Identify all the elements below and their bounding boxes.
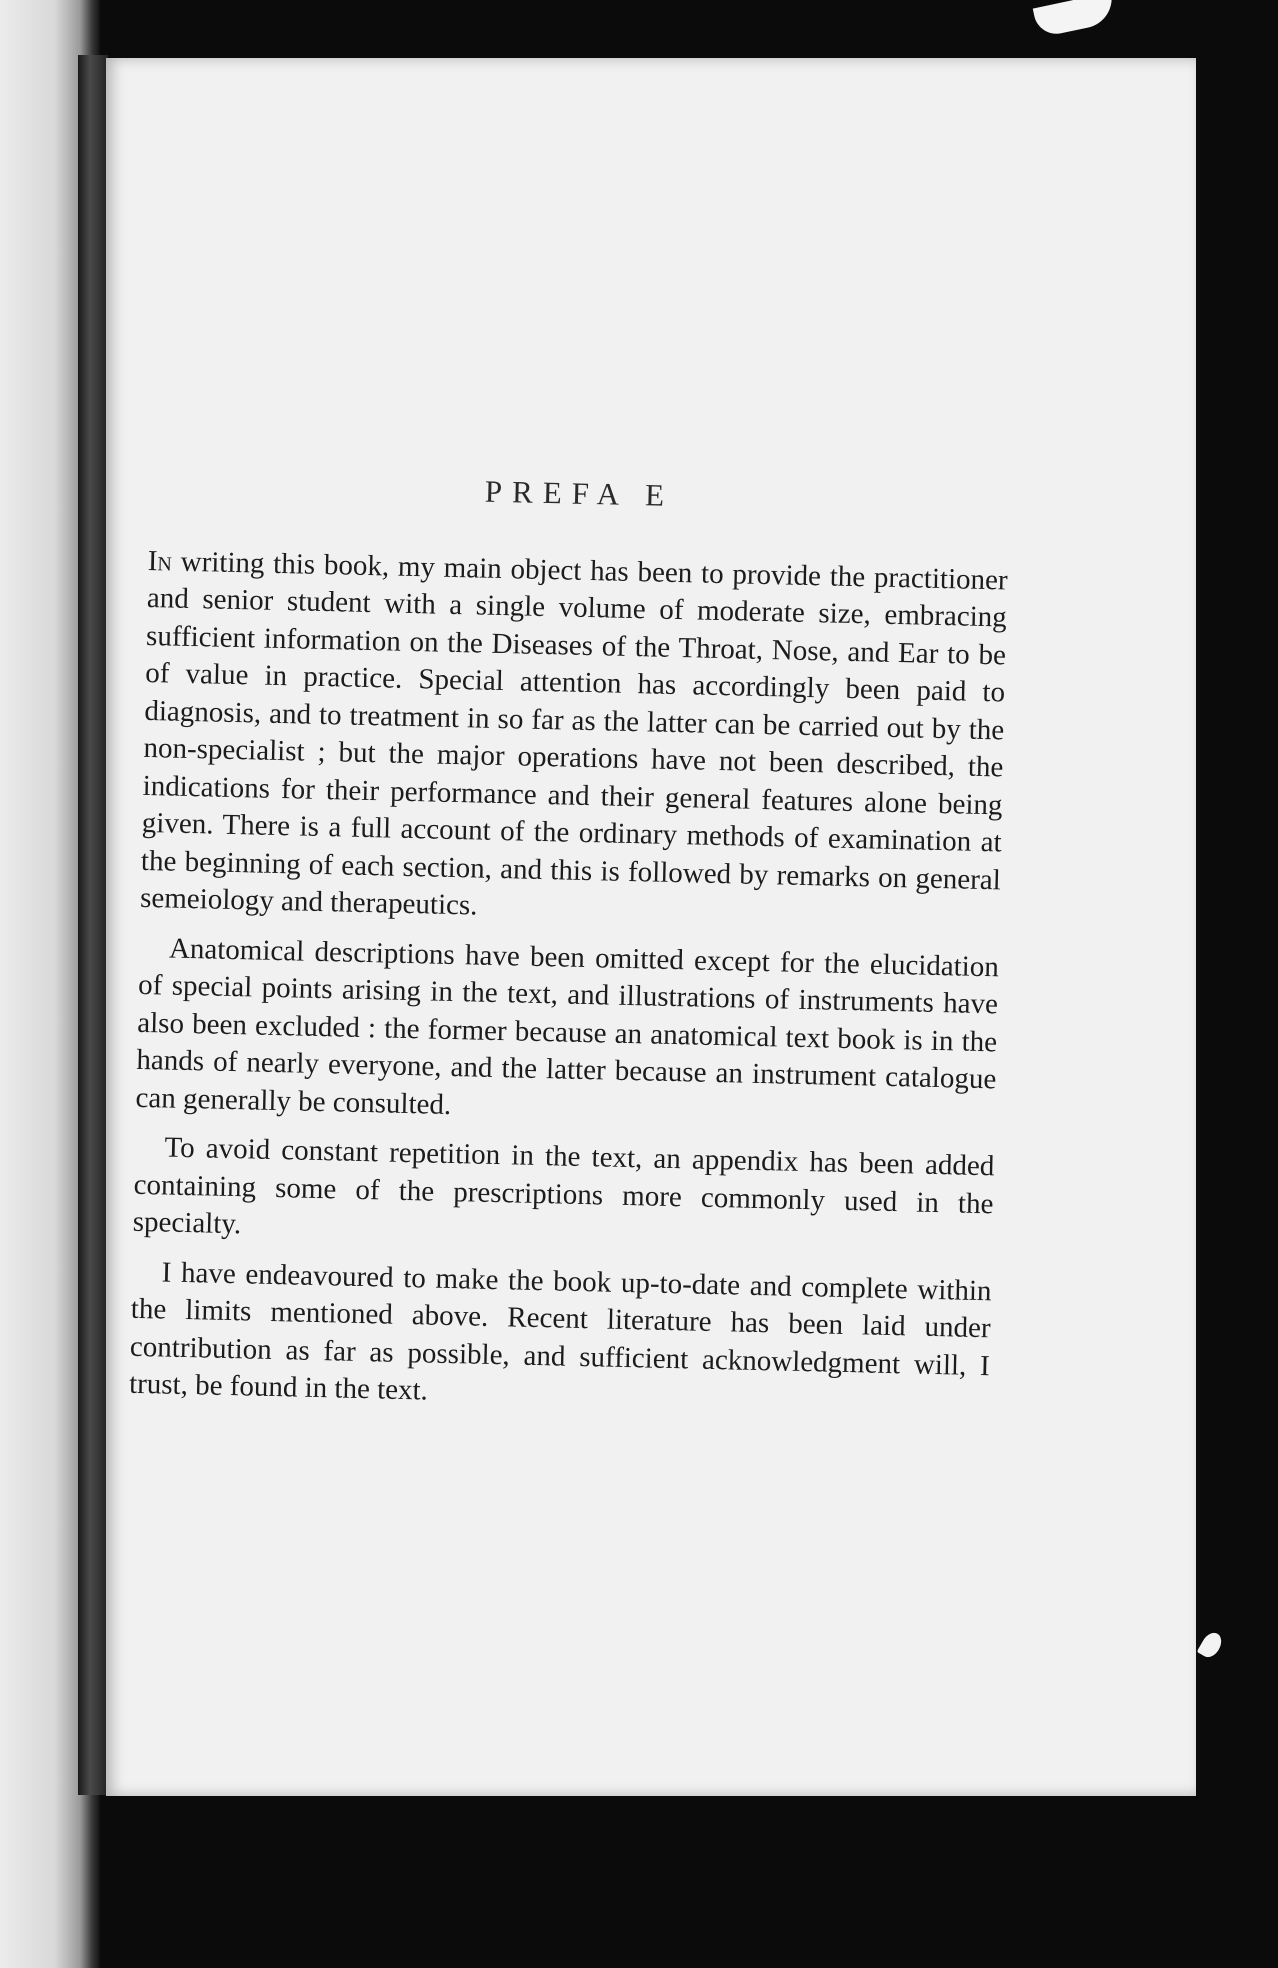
paragraph-body: writing this book, my main object has been to provide the practitioner and senior student with a single volume of moderate size, embracing sufficient information on the Diseases of the Throat, Nose, and Ear to be of value in practice. Special attention has accordingly been paid to diagnosis, and to treatment in so far as the latter can be carried out by the non-specialist ; but the major operations have not been described, the indications for their performance and their general features alone being given. There is a full account of the ordinary methods of examination at the beginning of each section, and this is followed by remarks on general semeiology and therapeutics.	[139, 545, 1008, 922]
paragraph-2: Anatomical descriptions have been omitted except for the elucidation of special points arising in the text, and illustrations of instruments have also been excluded : the former because an anatomical text book is in the hands of nearly everyone, and the latter because an instrument catalogue can generally be consulted.	[135, 932, 1000, 1121]
scan-speck	[1197, 1629, 1226, 1661]
paragraph-3: To avoid constant repetition in the text, an appendix has been added containing some of the prescriptions more commonly used in the specialty.	[132, 1131, 995, 1241]
page-title: PREFA E	[484, 473, 675, 513]
paragraph-1	[140, 542, 1008, 936]
paragraph-lead-word: In	[147, 544, 173, 578]
paragraph-4: I have endeavoured to make the book up-to-date and complete within the limits mentioned above. Recent literature has been laid under contribution as far as possible, and sufficient acknowledgment will, I trust, be found in the text.	[128, 1255, 992, 1407]
scan-artifact	[1033, 0, 1117, 38]
book-binding-shadow	[78, 55, 108, 1795]
preface-text	[128, 465, 1009, 1435]
